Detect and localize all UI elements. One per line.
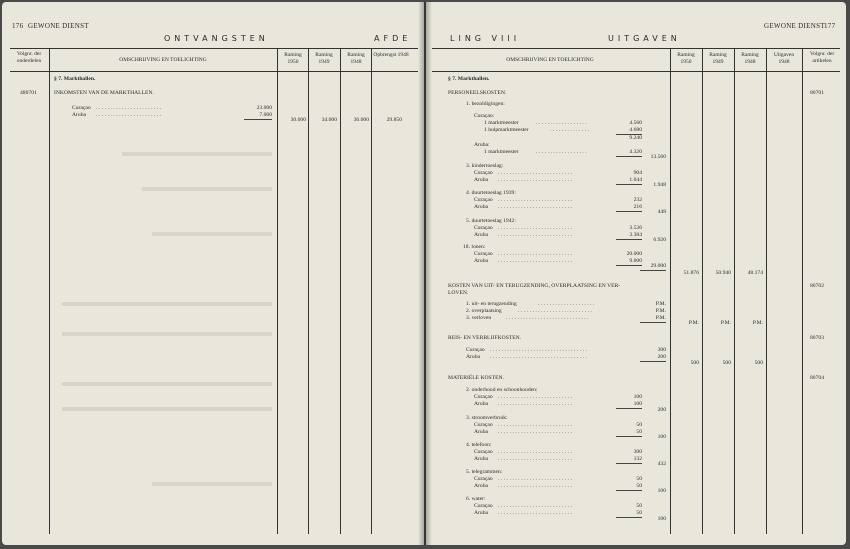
value: 50 bbox=[636, 422, 642, 428]
leader-dots: .......................... bbox=[498, 225, 574, 231]
label-curacao: Curaçao bbox=[474, 476, 493, 482]
value: 3.384 bbox=[629, 232, 642, 238]
value: 300 bbox=[657, 347, 666, 353]
col-rule bbox=[734, 48, 735, 534]
row-code: 480701 bbox=[20, 90, 37, 96]
total-duurtetoeslag-1942: 6.920 bbox=[653, 237, 666, 243]
leader-dots: .......................... bbox=[498, 503, 574, 509]
total-duurtetoeslag-1939: 448 bbox=[657, 209, 666, 215]
raming-1950-value: 30.000 bbox=[290, 117, 306, 123]
label-aruba: Aruba bbox=[474, 177, 488, 183]
section-heading: § 7. Markthallen. bbox=[54, 76, 96, 82]
col-head-raming-1950: Raming 1950 bbox=[284, 52, 302, 65]
item-telefoon: 4. telefoon: bbox=[466, 442, 492, 448]
item-bezoldigingen: 1. bezoldigingen: bbox=[466, 101, 505, 107]
leader-dots: .................................. bbox=[490, 347, 589, 353]
total-stroomverbruik: 100 bbox=[657, 434, 666, 440]
value-marktmeester: 4.560 bbox=[629, 120, 642, 126]
reis-code: 80703 bbox=[810, 335, 824, 341]
label-marktmeester: 1 marktmeester bbox=[484, 120, 519, 126]
label-hulpmarktmeester: 1 hulpmarktmeester bbox=[484, 127, 529, 133]
value: 50 bbox=[636, 503, 642, 509]
personeel-code: 80701 bbox=[810, 90, 824, 96]
leader-dots: ............................. bbox=[506, 315, 591, 321]
total-bezoldigingen: 13.560 bbox=[650, 154, 666, 160]
total-telefoon: 432 bbox=[657, 461, 666, 467]
leader-dots: .......................... bbox=[518, 308, 594, 314]
aruba-value: 7.000 bbox=[259, 112, 272, 118]
leader-dots: .................. bbox=[536, 120, 589, 126]
col-rule bbox=[802, 48, 803, 534]
leader-dots: .................. bbox=[536, 149, 589, 155]
right-title: UITGAVEN bbox=[608, 34, 681, 43]
value: 200 bbox=[657, 354, 666, 360]
col-head-omschrijving: OMSCHRIJVING EN TOELICHTING bbox=[506, 57, 594, 63]
leader-dots: .......................... bbox=[498, 394, 574, 400]
show-through-text bbox=[62, 382, 272, 386]
item-kindertoeslag: 3. kindertoeslag: bbox=[466, 163, 504, 169]
reis-raming-1948: 500 bbox=[754, 360, 763, 366]
value-pm: P.M. bbox=[655, 308, 666, 314]
item-stroomverbruik: 3. stroomverbruik: bbox=[466, 415, 508, 421]
value: 50 bbox=[636, 510, 642, 516]
leader-dots: .................... bbox=[538, 301, 596, 307]
table-head-rule bbox=[10, 71, 418, 72]
leader-dots: .......................... bbox=[498, 177, 574, 183]
label-curacao: Curaçao bbox=[474, 449, 493, 455]
col-head-raming-1948: Raming 1948 bbox=[347, 52, 365, 65]
kosten-raming-1950: P.M. bbox=[688, 320, 699, 326]
col-rule bbox=[766, 48, 767, 534]
label-aruba: Aruba bbox=[474, 232, 488, 238]
personeel-title: PERSONEELSKOSTEN. bbox=[448, 90, 507, 96]
total-onderhoud: 200 bbox=[657, 407, 666, 413]
col-head-volgnr: Volgnr. der onderdelen bbox=[16, 51, 42, 64]
book-gutter bbox=[418, 2, 432, 545]
item-lonen: 18. lonen: bbox=[463, 244, 486, 250]
show-through-text bbox=[152, 482, 272, 486]
total-telegrammen: 100 bbox=[657, 488, 666, 494]
item-overplaatsing: 2. overplaatsing bbox=[466, 308, 502, 314]
value: 50 bbox=[636, 483, 642, 489]
label-curacao: Curaçao bbox=[474, 394, 493, 400]
leader-dots: .......................... bbox=[498, 483, 574, 489]
label-curacao: Curaçao bbox=[466, 347, 485, 353]
label-aruba: Aruba bbox=[474, 510, 488, 516]
row-title: INKOMSTEN VAN DE MARKTHALLEN. bbox=[54, 90, 154, 96]
label-curacao: Curaçao bbox=[474, 225, 493, 231]
value: 50 bbox=[636, 429, 642, 435]
left-page bbox=[2, 2, 424, 545]
leader-dots: .................................. bbox=[490, 354, 589, 360]
subtotal-curacao: 9.240 bbox=[629, 135, 642, 141]
col-head-raming-1948: Raming 1948 bbox=[741, 52, 759, 65]
subtotal-rule bbox=[244, 119, 272, 120]
section-heading: § 7. Markthallen. bbox=[448, 76, 490, 82]
label-aruba: Aruba: bbox=[474, 142, 490, 148]
leader-dots: .......................... bbox=[498, 232, 574, 238]
reis-title: REIS- EN VERBLIJFKOSTEN. bbox=[448, 335, 522, 341]
item-water: 6. water: bbox=[466, 496, 486, 502]
label-aruba: Aruba bbox=[474, 456, 488, 462]
col-head-raming-1949: Raming 1949 bbox=[315, 52, 333, 65]
total-water: 100 bbox=[657, 516, 666, 522]
leader-dots: .......................... bbox=[498, 429, 574, 435]
label-aruba: Aruba bbox=[474, 258, 488, 264]
label-aruba: Aruba bbox=[474, 204, 488, 210]
label-marktmeester: 1 marktmeester bbox=[484, 149, 519, 155]
curacao-label: Curaçao bbox=[72, 105, 91, 111]
label-curacao: Curaçao bbox=[474, 503, 493, 509]
item-verloven: 3. verloven bbox=[466, 315, 492, 321]
value: 50 bbox=[636, 476, 642, 482]
col-head-volgnr: Volgnr. der artikelen bbox=[809, 51, 835, 64]
reis-raming-1950: 500 bbox=[690, 360, 699, 366]
curacao-value: 23.000 bbox=[256, 105, 272, 111]
value: 100 bbox=[633, 394, 642, 400]
opbrengst-1948-value: 29.850 bbox=[386, 117, 402, 123]
col-rule bbox=[702, 48, 703, 534]
right-title-split: LING VIII bbox=[450, 34, 521, 43]
value: 100 bbox=[633, 401, 642, 407]
personeel-raming-1948: 48.174 bbox=[747, 270, 763, 276]
show-through-text bbox=[142, 187, 272, 191]
value: 20.000 bbox=[626, 251, 642, 257]
item-uitzending: 1. uit- en terugzending bbox=[466, 301, 517, 307]
label-aruba: Aruba bbox=[474, 429, 488, 435]
leader-dots: .......................... bbox=[498, 456, 574, 462]
value: 9.000 bbox=[629, 258, 642, 264]
leader-dots: .......................... bbox=[498, 510, 574, 516]
col-head-raming-1950: Raming 1950 bbox=[677, 52, 695, 65]
left-title: ONTVANGSTEN bbox=[164, 34, 269, 43]
left-running-head: GEWONE DIENST bbox=[28, 22, 89, 30]
left-page-number: 176 bbox=[12, 22, 24, 30]
leader-dots: .......................... bbox=[498, 197, 574, 203]
leader-dots: ....................... bbox=[96, 112, 163, 118]
value: 1.044 bbox=[629, 177, 642, 183]
leader-dots: .......................... bbox=[498, 251, 574, 257]
col-head-opbrengst-1948: Opbrengst 1948 bbox=[373, 52, 409, 58]
value: 300 bbox=[633, 449, 642, 455]
kosten-title: KOSTEN VAN UIT- EN TERUGZENDING, OVERPLAATSING EN VER- bbox=[448, 283, 621, 289]
label-curacao: Curaçao bbox=[474, 197, 493, 203]
leader-dots: .......................... bbox=[498, 401, 574, 407]
kosten-raming-1949: P.M. bbox=[720, 320, 731, 326]
label-aruba: Aruba bbox=[466, 354, 480, 360]
value: 3.536 bbox=[629, 225, 642, 231]
leader-dots: .............. bbox=[550, 127, 591, 133]
leader-dots: .......................... bbox=[498, 204, 574, 210]
total-kindertoeslag: 1.948 bbox=[653, 182, 666, 188]
kosten-raming-1948: P.M. bbox=[752, 320, 763, 326]
right-page bbox=[426, 2, 846, 545]
kosten-code: 80702 bbox=[810, 283, 824, 289]
value-pm: P.M. bbox=[655, 301, 666, 307]
personeel-raming-1949: 50.940 bbox=[715, 270, 731, 276]
aruba-label: Aruba bbox=[72, 112, 86, 118]
label-curacao: Curaçao bbox=[474, 422, 493, 428]
show-through-text bbox=[62, 302, 272, 306]
leader-dots: .......................... bbox=[498, 449, 574, 455]
leader-dots: ....................... bbox=[96, 105, 163, 111]
label-aruba: Aruba bbox=[474, 401, 488, 407]
value: 216 bbox=[633, 204, 642, 210]
leader-dots: .......................... bbox=[498, 422, 574, 428]
show-through-text bbox=[62, 407, 272, 411]
leader-dots: .......................... bbox=[498, 170, 574, 176]
total-lonen: 29.000 bbox=[650, 263, 666, 269]
kosten-title-cont: LOVEN. bbox=[448, 290, 469, 296]
item-telegrammen: 5. telegrammen: bbox=[466, 469, 503, 475]
item-duurtetoeslag-1942: 5. duurtetoeslag 1942: bbox=[466, 218, 516, 224]
value: 132 bbox=[633, 456, 642, 462]
materiele-title: MATERIËLE KOSTEN. bbox=[448, 375, 504, 381]
subtotal-rule bbox=[640, 322, 666, 323]
label-curacao: Curaçao bbox=[474, 170, 493, 176]
item-duurtetoeslag-1939: 4. duurtetoeslag 1939: bbox=[466, 190, 516, 196]
table-head-rule bbox=[432, 71, 840, 72]
subtotal-rule bbox=[640, 361, 666, 362]
personeel-raming-1950: 51.876 bbox=[683, 270, 699, 276]
col-head-uitgaven-1948: Uitgaven 1948 bbox=[773, 52, 795, 65]
leader-dots: .......................... bbox=[498, 476, 574, 482]
table-top-rule bbox=[432, 48, 840, 49]
item-onderhoud: 2. onderhoud en schoonhouden: bbox=[466, 387, 538, 393]
subtotal-rule bbox=[640, 270, 666, 271]
reis-raming-1949: 500 bbox=[722, 360, 731, 366]
value-pm: P.M. bbox=[655, 315, 666, 321]
value-marktmeester-aruba: 4.320 bbox=[629, 149, 642, 155]
left-title-split: AFDE bbox=[374, 34, 412, 43]
right-running-head: GEWONE DIENST bbox=[764, 22, 825, 30]
col-head-omschrijving: OMSCHRIJVING EN TOELICHTING bbox=[119, 57, 207, 63]
show-through-text bbox=[152, 232, 272, 236]
show-through-text bbox=[122, 152, 272, 156]
label-curacao: Curaçao bbox=[474, 251, 493, 257]
value: 904 bbox=[633, 170, 642, 176]
col-rule bbox=[49, 48, 50, 534]
table-top-rule bbox=[10, 48, 418, 49]
value-hulpmarktmeester: 4.680 bbox=[629, 127, 642, 133]
raming-1948-value: 36.000 bbox=[353, 117, 369, 123]
col-head-raming-1949: Raming 1949 bbox=[709, 52, 727, 65]
label-curacao: Curaçao: bbox=[474, 113, 495, 119]
raming-1949-value: 34.000 bbox=[321, 117, 337, 123]
leader-dots: .......................... bbox=[498, 258, 574, 264]
materiele-code: 80704 bbox=[810, 375, 824, 381]
label-aruba: Aruba bbox=[474, 483, 488, 489]
right-page-number: 177 bbox=[824, 22, 836, 30]
value: 232 bbox=[633, 197, 642, 203]
col-rule bbox=[670, 48, 671, 534]
show-through-text bbox=[62, 332, 272, 336]
